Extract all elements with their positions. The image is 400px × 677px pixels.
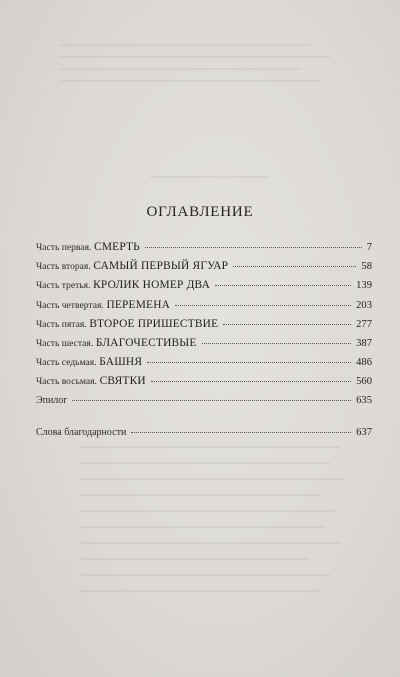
toc-entry-part: Часть седьмая. xyxy=(36,357,97,369)
toc-entry-title: САМЫЙ ПЕРВЫЙ ЯГУАР xyxy=(93,260,229,273)
dot-leader xyxy=(131,432,351,433)
bleed-through-line xyxy=(80,574,330,576)
bleed-through-line xyxy=(80,478,345,480)
toc-entry-title: СВЯТКИ xyxy=(99,375,146,388)
toc-entry-title: БЛАГОЧЕСТИВЫЕ xyxy=(95,336,197,349)
toc-entry-part: Часть третья. xyxy=(36,280,91,292)
toc-entry-page: 139 xyxy=(356,280,372,292)
toc-entry-title: ВТОРОЕ ПРИШЕСТВИЕ xyxy=(89,317,219,330)
toc-entry[interactable] xyxy=(36,299,372,318)
dot-leader xyxy=(145,247,362,248)
toc-entry-title: КРОЛИК НОМЕР ДВА xyxy=(93,279,211,292)
toc-entry-part: Часть четвертая. xyxy=(36,299,104,311)
toc-entry-label: Эпилог xyxy=(36,394,68,406)
toc-entry-epilogue[interactable] xyxy=(36,395,372,414)
toc-entry-page: 486 xyxy=(356,357,372,369)
bleed-through-line xyxy=(80,494,320,496)
toc-entry[interactable] xyxy=(36,356,372,375)
bleed-through-line xyxy=(60,68,300,70)
dot-leader xyxy=(151,381,351,382)
toc-entry-page: 203 xyxy=(356,299,372,311)
toc-entry[interactable] xyxy=(36,337,372,356)
toc-entry-title: СМЕРТЬ xyxy=(94,241,140,253)
bleed-through-line xyxy=(60,80,320,82)
toc-entry-page: 7 xyxy=(366,242,372,253)
bleed-through-line xyxy=(60,44,310,46)
toc-entry-title: БАШНЯ xyxy=(99,356,143,369)
toc-entry-part: Часть шестая. xyxy=(36,337,94,349)
toc-entry-acknowledgements[interactable] xyxy=(36,427,372,446)
bleed-through-line xyxy=(80,526,325,528)
bleed-through-line xyxy=(150,176,270,178)
dot-leader xyxy=(223,324,351,325)
toc-entry-page: 635 xyxy=(356,394,372,406)
toc-entry[interactable] xyxy=(36,260,372,279)
bleed-through-line xyxy=(80,510,335,512)
toc-entry-part: Часть первая. xyxy=(36,242,92,253)
toc-entry-page: 58 xyxy=(361,261,372,273)
toc-entry-part: Часть пятая. xyxy=(36,318,87,330)
bleed-through-line xyxy=(80,542,340,544)
toc-entry-page: 387 xyxy=(356,337,372,349)
toc-entry[interactable] xyxy=(36,375,372,394)
toc-entry-page: 637 xyxy=(356,426,372,438)
toc-entry[interactable] xyxy=(36,279,372,298)
toc-entry[interactable] xyxy=(36,318,372,337)
dot-leader xyxy=(202,343,352,344)
toc-entry-part: Часть вторая. xyxy=(36,261,91,273)
toc-entry-page: 277 xyxy=(356,318,372,330)
dot-leader xyxy=(233,266,356,267)
bleed-through-line xyxy=(80,590,320,592)
toc-entry[interactable] xyxy=(36,241,372,260)
dot-leader xyxy=(147,362,351,363)
bleed-through-line xyxy=(80,446,340,448)
toc-title: ОГЛАВЛЕНИЕ xyxy=(146,204,254,220)
toc-list xyxy=(36,241,372,446)
dot-leader xyxy=(72,400,351,401)
bleed-through-line xyxy=(60,56,330,58)
bleed-through-line xyxy=(80,558,310,560)
toc-entry-label: Слова благодарности xyxy=(36,426,127,438)
toc-entry-part: Часть восьмая. xyxy=(36,376,97,388)
dot-leader xyxy=(215,285,351,286)
dot-leader xyxy=(175,305,351,306)
toc-entry-title: ПЕРЕМЕНА xyxy=(106,298,171,311)
toc-entry-page: 560 xyxy=(356,376,372,388)
bleed-through-line xyxy=(80,462,330,464)
